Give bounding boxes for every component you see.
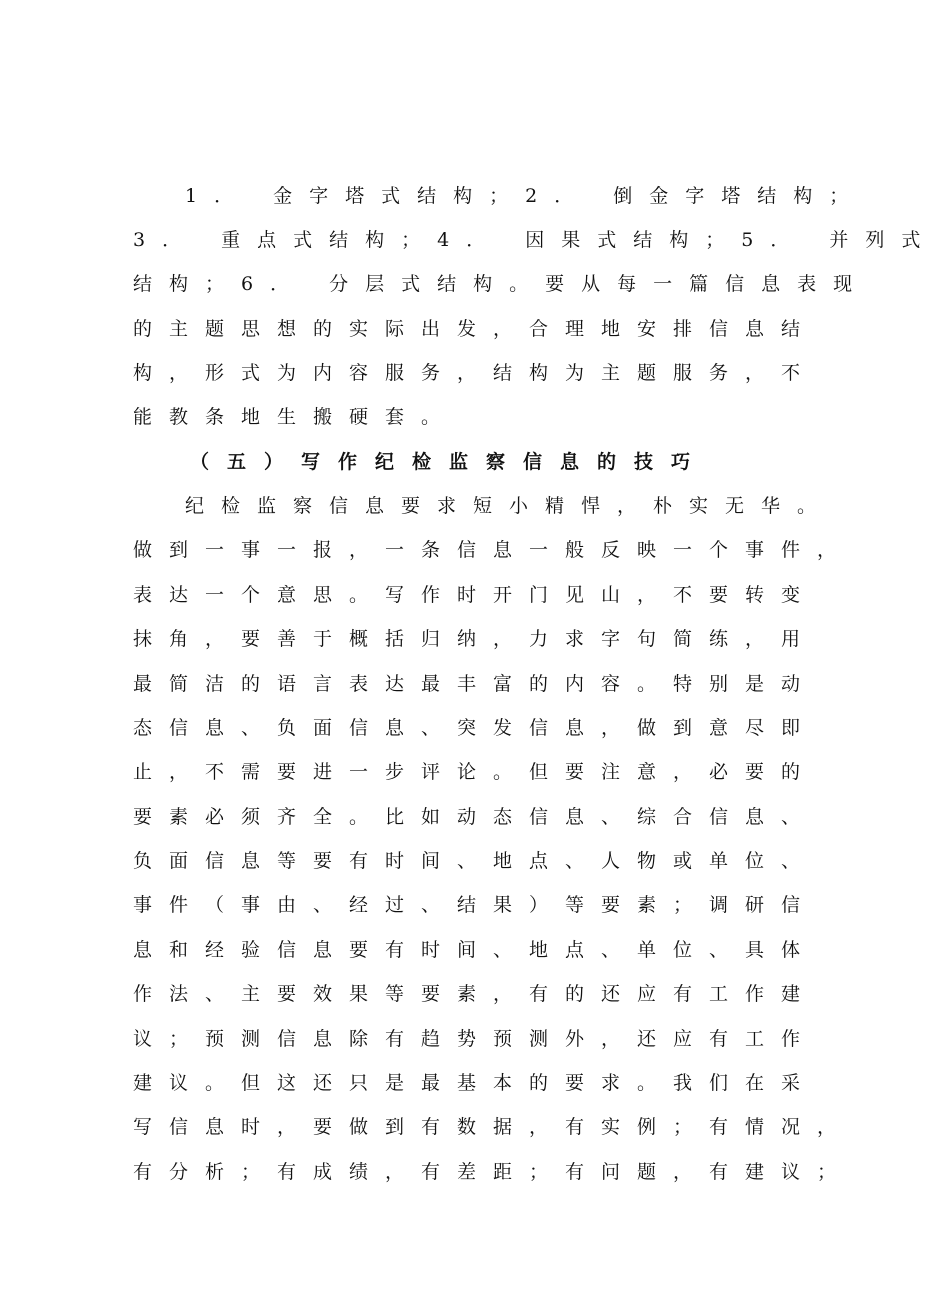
paragraph-line: 构，形式为内容服务，结构为主题服务，不 xyxy=(133,362,818,384)
section-heading: （五）写作纪检监察信息的技巧 xyxy=(190,451,709,473)
paragraph-line: 息和经验信息要有时间、地点、单位、具体 xyxy=(133,939,818,961)
paragraph-line: 抹角，要善于概括归纳，力求字句简练，用 xyxy=(133,628,818,650)
paragraph-line: 纪检监察信息要求短小精悍，朴实无华。 xyxy=(185,495,834,517)
paragraph-line: 建议。但这还只是最基本的要求。我们在采 xyxy=(133,1072,818,1094)
paragraph-line: 事件（事由、经过、结果）等要素；调研信 xyxy=(133,894,818,916)
paragraph-line: 写信息时，要做到有数据，有实例；有情况， xyxy=(133,1116,854,1138)
paragraph-line: 表达一个意思。写作时开门见山，不要转变 xyxy=(133,584,818,606)
paragraph-line: 作法、主要效果等要素，有的还应有工作建 xyxy=(133,983,818,1005)
paragraph-line: 3． 重点式结构；4． 因果式结构；5． 并列式 xyxy=(133,229,938,251)
paragraph-line: 态信息、负面信息、突发信息，做到意尽即 xyxy=(133,717,818,739)
paragraph-line: 最简洁的语言表达最丰富的内容。特别是动 xyxy=(133,673,818,695)
paragraph-line: 要素必须齐全。比如动态信息、综合信息、 xyxy=(133,806,818,828)
paragraph-line: 止，不需要进一步评论。但要注意，必要的 xyxy=(133,761,818,783)
paragraph-line: 做到一事一报，一条信息一般反映一个事件， xyxy=(133,539,854,561)
paragraph-line: 议；预测信息除有趋势预测外，还应有工作 xyxy=(133,1028,818,1050)
paragraph-line: 的主题思想的实际出发，合理地安排信息结 xyxy=(133,318,818,340)
paragraph-line: 结构；6． 分层式结构。要从每一篇信息表现 xyxy=(133,273,870,295)
paragraph-line: 有分析；有成绩，有差距；有问题，有建议； xyxy=(133,1161,854,1183)
paragraph-line: 负面信息等要有时间、地点、人物或单位、 xyxy=(133,850,818,872)
paragraph-line: 1． 金字塔式结构；2． 倒金字塔结构； xyxy=(185,185,866,207)
paragraph-line: 能教条地生搬硬套。 xyxy=(133,406,458,428)
